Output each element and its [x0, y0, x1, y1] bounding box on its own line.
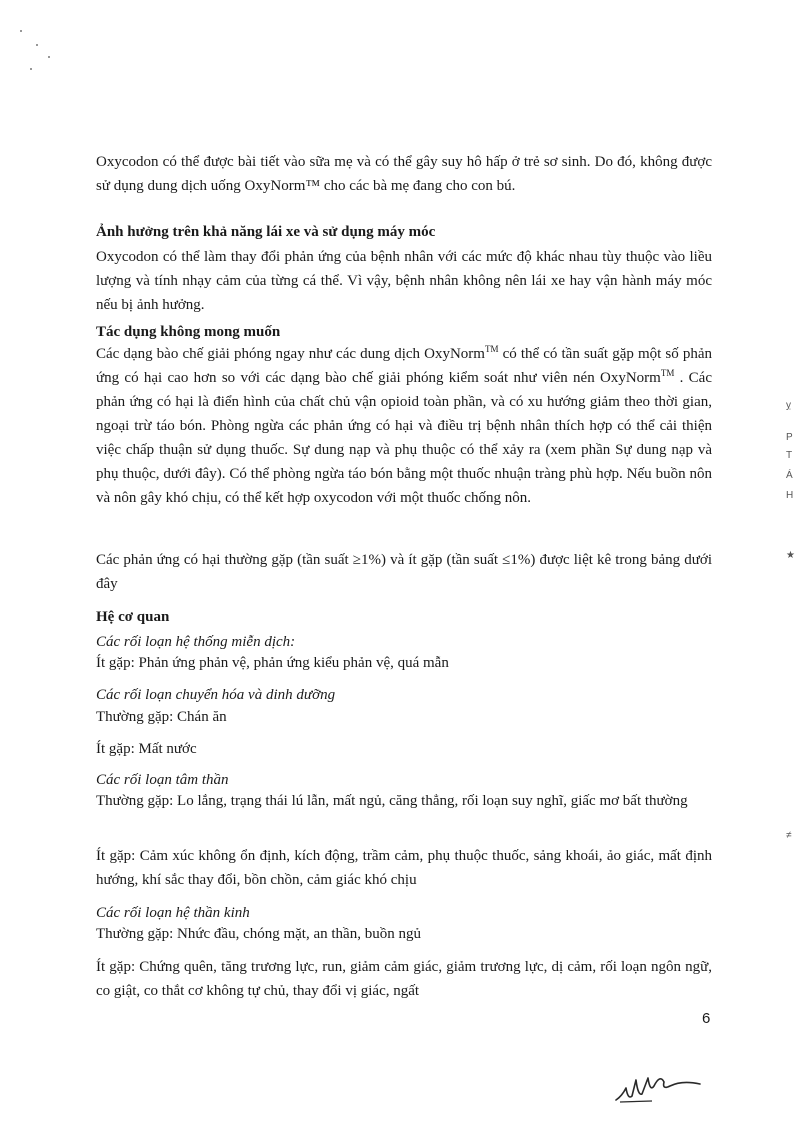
psychiatric-uncommon: Ít gặp: Cảm xúc không ổn định, kích động, trầm cảm, phụ thuộc thuốc, sảng khoái, ảo giác, mất định hướng, khí sắc thay đổi, bồn chồn, cảm giác khó chịu — [96, 848, 712, 888]
paragraph-breastfeeding: Oxycodon có thể được bài tiết vào sữa mẹ và có thể gây suy hô hấp ở trẻ sơ sinh. Do đó, không được sử dụng dung dịch uống OxyNorm™ cho các bà mẹ đang cho con bú. — [96, 154, 712, 194]
paragraph-adverse-effects — [96, 342, 712, 510]
paragraph-driving: Oxycodon có thể làm thay đổi phản ứng của bệnh nhân với các mức độ khác nhau tùy thuộc vào liều lượng và tính nhạy cảm của từng cá thể. Vì vậy, bệnh nhân không nên lái xe hay vận hành máy móc nếu bị ảnh hưởng. — [96, 249, 712, 313]
scan-edge-mark: T — [786, 450, 793, 461]
scan-edge-mark: ỵ — [786, 400, 791, 411]
adverse-text-part-1: Các dạng bào chế giải phóng ngay như các dung dịch OxyNorm — [96, 346, 485, 362]
subheading-immune: Các rối loạn hệ thống miễn dịch: — [96, 634, 296, 650]
scan-speck — [48, 56, 50, 58]
paragraph-frequency-note: Các phản ứng có hại thường gặp (tần suất ≥1%) và ít gặp (tần suất ≤1%) được liệt kê trong bảng dưới đây — [96, 552, 712, 592]
trademark-mark: TM — [484, 344, 499, 354]
adverse-text-part-2: có thể có tần suất gặp một số phản ứng có hại cao hơn so với các dạng bào chế giải phóng kiểm soát như viên nén OxyNorm — [96, 346, 712, 386]
scan-edge-mark: H — [786, 490, 794, 501]
nervous-uncommon: Ít gặp: Chứng quên, tăng trương lực, run, giảm cảm giác, giảm trương lực, dị cảm, rối loạn ngôn ngữ, co giật, co thắt cơ không tự chủ, thay đổi vị giác, ngất — [96, 959, 712, 999]
scan-edge-mark: ★ — [786, 550, 795, 561]
scan-speck — [36, 44, 38, 46]
signature-mark — [612, 1066, 708, 1106]
scan-edge-mark: P — [786, 432, 793, 443]
subheading-nervous: Các rối loạn hệ thần kinh — [96, 905, 250, 921]
nervous-common: Thường gặp: Nhức đầu, chóng mặt, an thần, buồn ngủ — [96, 926, 421, 942]
trademark-mark: TM — [660, 368, 675, 378]
heading-organ-systems: Hệ cơ quan — [96, 609, 170, 625]
scan-edge-mark: Á — [786, 470, 793, 481]
scan-speck — [30, 68, 32, 70]
subheading-psychiatric: Các rối loạn tâm thần — [96, 772, 229, 788]
metabolism-common: Thường gặp: Chán ăn — [96, 709, 227, 725]
scan-speck — [20, 30, 22, 32]
psychiatric-common: Thường gặp: Lo lắng, trạng thái lú lẫn, mất ngủ, căng thẳng, rối loạn suy nghĩ, giấc mơ bất thường — [96, 793, 688, 809]
metabolism-uncommon: Ít gặp: Mất nước — [96, 741, 197, 757]
subheading-metabolism: Các rối loạn chuyển hóa và dinh dưỡng — [96, 687, 336, 703]
heading-adverse-effects: Tác dụng không mong muốn — [96, 324, 281, 340]
adverse-text-part-3: . Các phản ứng có hại là điển hình của chất chủ vận opioid toàn phần, và có xu hướng giảm theo thời gian, ngoại trừ táo bón. Phòng ngừa các phản ứng có hại và điều trị bệnh nhân thích hợp có thể cải thiện việc chấp thuận sử dụng thuốc. Sự dung nạp và phụ thuộc có thể xảy ra (xem phần Sự dung nạp và phụ thuộc, dưới đây). Có thể phòng ngừa táo bón bằng một thuốc nhuận tràng phù hợp. Nếu buồn nôn và nôn gây khó chịu, có thể kết hợp oxycodon với một thuốc chống nôn. — [96, 370, 712, 506]
heading-driving: Ảnh hưởng trên khả năng lái xe và sử dụng máy móc — [96, 224, 436, 240]
scan-edge-mark: ≠ — [786, 830, 792, 841]
immune-uncommon: Ít gặp: Phản ứng phản vệ, phản ứng kiểu phản vệ, quá mẫn — [96, 655, 449, 671]
page-number: 6 — [702, 1010, 711, 1027]
